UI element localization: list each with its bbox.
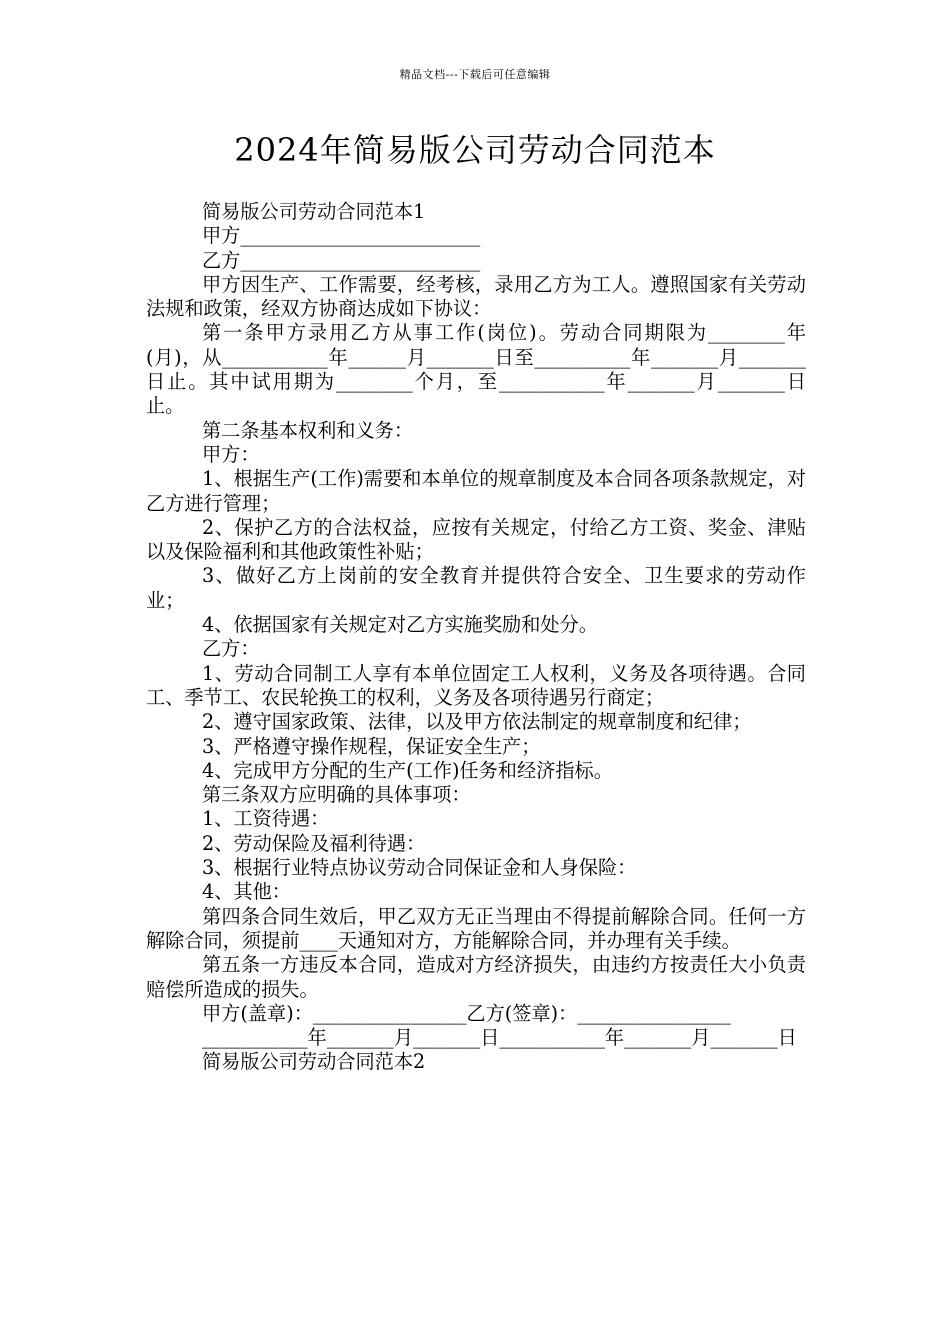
document-body	[146, 200, 806, 1075]
party-a-duty-3: 3、做好乙方上岗前的安全教育并提供符合安全、卫生要求的劳动作业；	[146, 564, 806, 612]
section-heading-template-1: 简易版公司劳动合同范本1	[202, 200, 426, 223]
article-1-paragraph: 第一条甲方录用乙方从事工作(岗位)。劳动合同期限为________年(月)，从___________年______月_______日至__________年_______月_______日止。其中试用期为________个月，至___________年_______月_______日止。	[146, 321, 806, 418]
article-3-item-1: 1、工资待遇：	[202, 807, 330, 831]
article-3-item-2: 2、劳动保险及福利待遇：	[202, 831, 426, 855]
date-line: ___________年_______月_______日___________年_______月_______日	[202, 1026, 797, 1050]
party-b-duty-1: 1、劳动合同制工人享有本单位固定工人权利，义务及各项待遇。合同工、季节工、农民轮换工的权利，义务及各项待遇另行商定；	[146, 661, 806, 709]
preamble-paragraph: 甲方因生产、工作需要，经考核，录用乙方为工人。遵照国家有关劳动法规和政策，经双方协商达成如下协议：	[146, 272, 806, 321]
article-5-paragraph: 第五条一方违反本合同，造成对方经济损失，由违约方按责任大小负责赔偿所造成的损失。	[146, 953, 806, 1001]
article-3-item-4: 4、其他：	[202, 880, 291, 904]
party-b-duty-2: 2、遵守国家政策、法律，以及甲方依法制定的规章制度和纪律；	[202, 710, 752, 734]
article-2-heading: 第二条基本权利和义务：	[202, 418, 414, 442]
article-3-heading: 第三条双方应明确的具体事项：	[202, 783, 471, 807]
party-a-line: 甲方_________________________	[202, 224, 481, 248]
section-heading-template-2: 简易版公司劳动合同范本2	[202, 1050, 426, 1074]
party-b-duty-4: 4、完成甲方分配的生产(工作)任务和经济指标。	[202, 758, 613, 782]
page-header: 精品文档---下载后可任意编辑	[399, 68, 551, 81]
document-title: 2024年简易版公司劳动合同范本	[234, 131, 716, 169]
article-3-item-3: 3、根据行业特点协议劳动合同保证金和人身保险：	[202, 856, 637, 880]
article-4-paragraph: 第四条合同生效后，甲乙双方无正当理由不得提前解除合同。任何一方解除合同，须提前____天通知对方，方能解除合同，并办理有关手续。	[146, 904, 806, 952]
party-a-duty-4: 4、依据国家有关规定对乙方实施奖励和处分。	[202, 613, 598, 637]
signature-line: 甲方(盖章)：________________乙方(签章)：________________	[202, 1001, 731, 1025]
party-b-label: 乙方：	[202, 637, 260, 661]
party-a-label: 甲方：	[202, 442, 260, 466]
party-b-line: 乙方_________________________	[202, 248, 481, 272]
party-b-duty-3: 3、严格遵守操作规程，保证安全生产；	[202, 734, 541, 758]
party-a-duty-1: 1、根据生产(工作)需要和本单位的规章制度及本合同各项条款规定，对乙方进行管理；	[146, 467, 806, 515]
party-a-duty-2: 2、保护乙方的合法权益，应按有关规定，付给乙方工资、奖金、津贴以及保险福利和其他政策性补贴；	[146, 515, 806, 564]
